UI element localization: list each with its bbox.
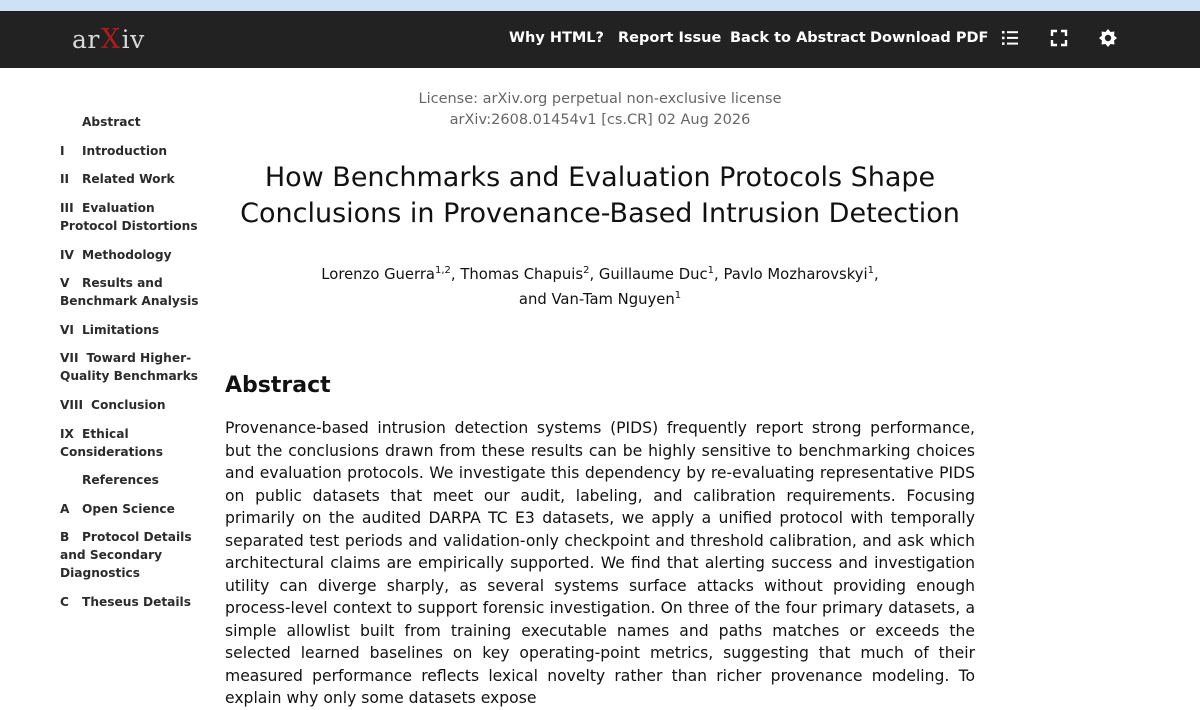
logo-text-x: X [100, 23, 121, 55]
logo-text-right: iv [121, 24, 145, 54]
toc-item-number: III [60, 201, 74, 215]
author-separator: , [714, 266, 724, 283]
toc-item-toward-higher-quality[interactable] [60, 349, 200, 385]
toc-item-label: Abstract [82, 115, 141, 129]
report-issue-link[interactable]: Report Issue [618, 30, 722, 46]
toc-item-label: Toward Higher-Quality Benchmarks [60, 351, 199, 383]
title-line-2: Conclusions in Provenance-Based Intrusion Detection [240, 198, 960, 229]
author-name: Thomas Chapuis [460, 266, 584, 283]
toc-item-number: IV [60, 248, 74, 262]
toc-item-conclusion[interactable] [60, 396, 200, 414]
toc-item-label: Ethical Considerations [60, 427, 163, 459]
toc-item-label: Evaluation Protocol Distortions [60, 201, 198, 233]
logo-text-left: ar [72, 24, 100, 54]
author-separator: , [589, 266, 599, 283]
toc-item-number: VI [60, 323, 74, 337]
fullscreen-icon[interactable] [1048, 27, 1070, 49]
toc-item-theseus-details[interactable] [60, 593, 200, 611]
abstract-text: Provenance-based intrusion detection systems (PIDS) frequently report strong performance, but the conclusions drawn from these results can be highly sensitive to benchmarking choices and evaluation protocols. We investigate this dependency by re-evaluating representative PIDS on public datasets that meet our audit, labeling, and calibration requirements. Focusing primarily on the audited DARPA TC E3 datasets, we apply a unified protocol with temporally separated test periods and validation-only checkpoint and threshold calibration, and ask which architectural claims are empirically supported. We find that alerting success and investigation utility can diverge sharply, as several systems surface attacks without providing enough process-level context to support forensic investigation. On three of the four primary datasets, a simple allowlist built from training executable names and paths matches or exceeds the selected learned baselines on key operating-point metrics, suggesting that much of their measured performance reflects lexical novelty rather than richer provenance modeling. To explain why only some datasets expose [225, 419, 975, 707]
toc-item-number: VIII [60, 398, 84, 412]
toc-item-number: B [60, 530, 70, 544]
toc-item-label: Introduction [82, 144, 168, 158]
toc-item-protocol-details[interactable] [60, 528, 200, 582]
toc-item-results[interactable] [60, 274, 200, 310]
arxiv-logo[interactable] [72, 23, 145, 55]
toc-item-evaluation-protocol-distortions[interactable] [60, 199, 200, 235]
license-line: License: arXiv.org perpetual non-exclusive license [418, 91, 782, 107]
toc-item-number: IX [60, 427, 74, 441]
why-html-link[interactable]: Why HTML? [509, 30, 604, 46]
author-name: Guillaume Duc [598, 266, 708, 283]
toc-item-ethical-considerations[interactable] [60, 425, 200, 461]
toc-item-references[interactable] [60, 471, 200, 489]
author-affiliation: 1 [707, 265, 715, 276]
paper-title [225, 160, 975, 232]
author-affiliation: 1 [867, 265, 874, 276]
toc-item-label: Conclusion [91, 398, 166, 412]
title-line-1: How Benchmarks and Evaluation Protocols Shape [264, 162, 936, 193]
toc-item-abstract[interactable] [60, 113, 200, 131]
toc-item-label: Related Work [82, 172, 175, 186]
list-icon[interactable] [999, 27, 1021, 49]
toc-item-label: Theseus Details [82, 595, 191, 609]
browser-banner-strip [0, 0, 1200, 11]
toc-item-number: C [60, 595, 69, 609]
author-separator: , [450, 266, 461, 283]
toc-item-label: Open Science [82, 502, 175, 516]
toc-item-label: Methodology [82, 248, 172, 262]
toc-item-introduction[interactable] [60, 142, 200, 160]
top-navbar [0, 11, 1200, 68]
author-affiliation: 1 [674, 290, 682, 301]
author-affiliation: 1,2 [435, 265, 451, 276]
back-to-abstract-link[interactable]: Back to Abstract [730, 30, 866, 46]
toc-item-number: I [60, 144, 65, 158]
toc-item-number: II [60, 172, 70, 186]
author-name: Van-Tam Nguyen [551, 291, 675, 308]
toc-item-number: V [60, 276, 70, 290]
toc-item-limitations[interactable] [60, 321, 200, 339]
author-separator: , [873, 266, 879, 283]
author-conjunction: and [518, 291, 552, 308]
toc-item-related-work[interactable] [60, 170, 200, 188]
abstract-heading: Abstract [225, 373, 331, 398]
author-name: Pavlo Mozharovskyi [723, 266, 868, 283]
toc-item-open-science[interactable] [60, 500, 200, 518]
toc-item-label: Results and Benchmark Analysis [60, 276, 199, 308]
toc-item-methodology[interactable] [60, 246, 200, 264]
author-list [300, 265, 900, 283]
toc-item-label: Protocol Details and Secondary Diagnostics [60, 530, 192, 580]
toc-item-number: A [60, 502, 70, 516]
author-name: Lorenzo Guerra [321, 266, 436, 283]
download-pdf-link[interactable]: Download PDF [870, 30, 989, 46]
author-list-line-2 [300, 290, 900, 308]
settings-icon[interactable] [1097, 27, 1119, 49]
toc-item-number: VII [60, 351, 79, 365]
toc-item-label: References [82, 473, 159, 487]
arxiv-id-line: arXiv:2608.01454v1 [cs.CR] 02 Aug 2026 [449, 112, 751, 128]
toc-item-label: Limitations [82, 323, 160, 337]
author-affiliation: 2 [583, 265, 590, 276]
